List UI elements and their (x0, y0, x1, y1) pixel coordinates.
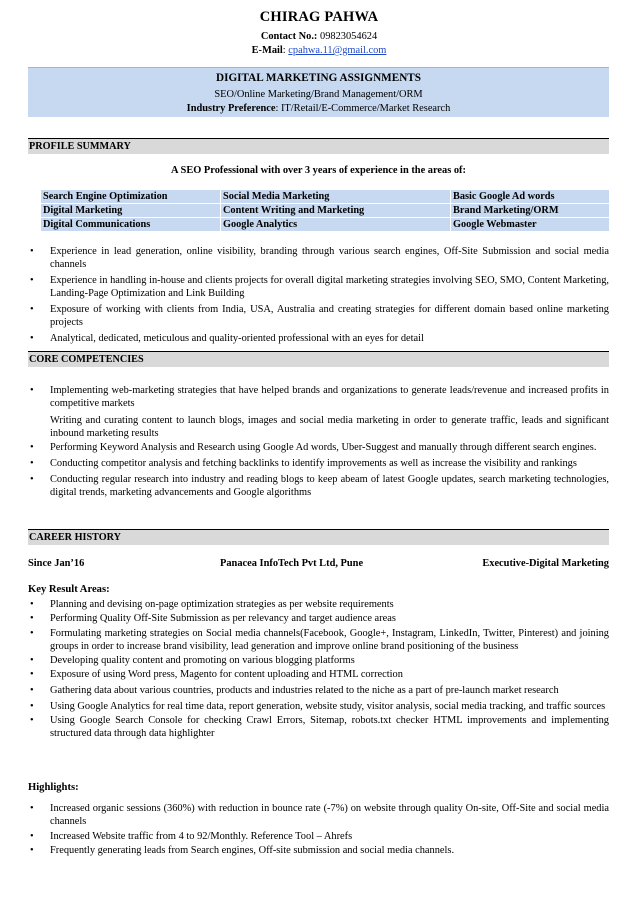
table-cell: Basic Google Ad words (451, 190, 610, 204)
bullet-marker: • (30, 442, 34, 453)
industry-preference-value: : IT/Retail/E-Commerce/Market Research (275, 103, 451, 114)
list-item-text: Increased organic sessions (360%) with reduction in bounce rate (-7%) on website through quality On-site, Off-Site and social media channels (50, 803, 609, 827)
table-row (41, 218, 609, 232)
bullet-marker: • (30, 246, 34, 257)
bullet-marker: • (30, 715, 34, 726)
email-line: E-Mail: cpahwa.11@gmail.com (251, 45, 387, 56)
list-item-text: Gathering data about various countries, products and industries related to the niche as a part of pre-launch market research (50, 685, 559, 696)
table-row (41, 204, 609, 218)
kra-bullets (28, 598, 609, 740)
contact-number: 09823054624 (320, 31, 378, 42)
list-item-text: Exposure of working with clients from India, USA, Australia and creating strategies for different domain based online marketing projects (50, 304, 609, 328)
candidate-name: CHIRAG PAHWA (259, 9, 379, 25)
bullet-marker: • (30, 333, 34, 344)
list-item-text: Performing Keyword Analysis and Research using Google Ad words, Uber-Suggest and manually through different search engines. (50, 442, 597, 453)
list-item (28, 457, 609, 470)
bullet-marker: • (30, 655, 34, 666)
list-item (28, 274, 609, 300)
industry-preference-label: Industry Preference (186, 103, 276, 114)
email-link[interactable]: cpahwa.11@gmail.com (288, 45, 387, 56)
industry-preference (28, 102, 609, 115)
list-item-text: Analytical, dedicated, meticulous and quality-oriented professional with an eyes for detail (50, 333, 424, 344)
bullet-marker: • (30, 669, 34, 680)
list-item (28, 654, 609, 667)
list-item-text: Writing and curating content to launch blogs, images and social media marketing in order to generate traffic, leads and significant inbound marketing results (50, 415, 609, 439)
list-item (28, 844, 609, 857)
table-cell: Google Webmaster (451, 218, 610, 232)
competency-bullets (28, 384, 609, 499)
banner-subtitle: SEO/Online Marketing/Brand Management/ORM (214, 89, 423, 100)
list-item-text: Exposure of using Word press, Magento for content uploading and HTML correction (50, 669, 403, 680)
highlight-bullets (28, 802, 609, 857)
list-item-text: Conducting regular research into industry and reading blogs to keep abeam of latest Google updates, search marketing technologies, digital trends, marketing advancements and Google algorithms (50, 474, 609, 498)
list-item (28, 245, 609, 271)
list-item-text: Performing Quality Off-Site Submission as per relevancy and target audience areas (50, 613, 396, 624)
list-item (28, 303, 609, 329)
table-row (41, 190, 609, 204)
list-item (28, 384, 609, 410)
kra-heading: Key Result Areas: (28, 584, 110, 595)
bullet-marker: • (30, 845, 34, 856)
table-cell: Digital Communications (41, 218, 221, 232)
job-company: Panacea InfoTech Pvt Ltd, Pune (220, 558, 364, 569)
bullet-marker: • (30, 385, 34, 396)
banner-title: DIGITAL MARKETING ASSIGNMENTS (216, 72, 421, 84)
table-cell: Content Writing and Marketing (221, 204, 451, 218)
list-item (28, 830, 609, 843)
bullet-marker: • (30, 613, 34, 624)
skills-table (41, 190, 609, 232)
bullet-marker: • (30, 474, 34, 485)
highlights-heading: Highlights: (28, 782, 79, 793)
list-item-text: Conducting competitor analysis and fetching backlinks to identify improvements as well as increase the visibility and rankings (50, 458, 577, 469)
assignments-banner (28, 67, 609, 117)
section-career-history (28, 529, 609, 545)
list-item (28, 332, 609, 345)
list-item-text: Developing quality content and promoting on various blogging platforms (50, 655, 355, 666)
bullet-marker: • (30, 831, 34, 842)
list-item (28, 700, 609, 713)
bullet-marker: • (30, 304, 34, 315)
contact-label: Contact No.: (260, 31, 318, 42)
list-item (28, 598, 609, 611)
table-cell: Search Engine Optimization (41, 190, 221, 204)
bullet-marker: • (30, 458, 34, 469)
table-cell: Digital Marketing (41, 204, 221, 218)
bullet-marker: • (30, 803, 34, 814)
bullet-marker: • (30, 701, 34, 712)
section-heading: CORE COMPETENCIES (29, 354, 144, 365)
list-item (28, 612, 609, 625)
section-core-competencies (28, 351, 609, 367)
list-item (28, 668, 609, 681)
contact-line (0, 30, 638, 43)
list-item-text: Experience in lead generation, online visibility, branding through various search engines, Off-Site Submission and social media channels (50, 246, 609, 270)
list-item-text: Using Google Analytics for real time data, report generation, website study, visitor analysis, social media tracking, and traffic sources (50, 701, 606, 712)
list-item-text: Planning and devising on-page optimization strategies as per website requirements (50, 599, 394, 610)
table-cell: Brand Marketing/ORM (451, 204, 610, 218)
list-item (28, 714, 609, 740)
list-item (28, 441, 609, 454)
list-item-text: Formulating marketing strategies on Social media channels(Facebook, Google+, Instagram, LinkedIn, Twitter, Pinterest) and joining groups in order to increase brand visibility, lead generation and improve online brand positioning of the business (50, 628, 609, 652)
section-profile-summary (28, 138, 609, 154)
list-item (28, 802, 609, 828)
section-heading: PROFILE SUMMARY (29, 141, 131, 152)
profile-lead: A SEO Professional with over 3 years of experience in the areas of: (171, 165, 466, 176)
list-item-text: Experience in handling in-house and clients projects for overall digital marketing strategies involving SEO, SMO, Content Marketing, Landing-Page Optimization and Link Building (50, 275, 609, 299)
list-item (28, 414, 609, 440)
email-label: E-Mail (251, 45, 283, 56)
bullet-marker: • (30, 275, 34, 286)
bullet-marker: • (30, 685, 34, 696)
bullet-marker: • (30, 628, 34, 639)
table-cell: Google Analytics (221, 218, 451, 232)
list-item-text: Using Google Search Console for checking Crawl Errors, Sitemap, robots.txt checker HTML improvements and implementing structured data through data highlighter (50, 715, 609, 739)
profile-bullets (28, 245, 609, 345)
list-item (28, 684, 609, 697)
section-heading: CAREER HISTORY (29, 532, 122, 543)
job-start-date: Since Jan’16 (28, 558, 85, 569)
list-item (28, 627, 609, 653)
list-item-text: Implementing web-marketing strategies that have helped brands and organizations to generate leads/revenue and increased profits in competitive markets (50, 385, 609, 409)
job-role: Executive-Digital Marketing (482, 558, 609, 569)
list-item (28, 473, 609, 499)
table-cell: Social Media Marketing (221, 190, 451, 204)
list-item-text: Frequently generating leads from Search engines, Off-site submission and social media channels. (50, 845, 455, 856)
bullet-marker: • (30, 599, 34, 610)
list-item-text: Increased Website traffic from 4 to 92/Monthly. Reference Tool – Ahrefs (50, 831, 353, 842)
